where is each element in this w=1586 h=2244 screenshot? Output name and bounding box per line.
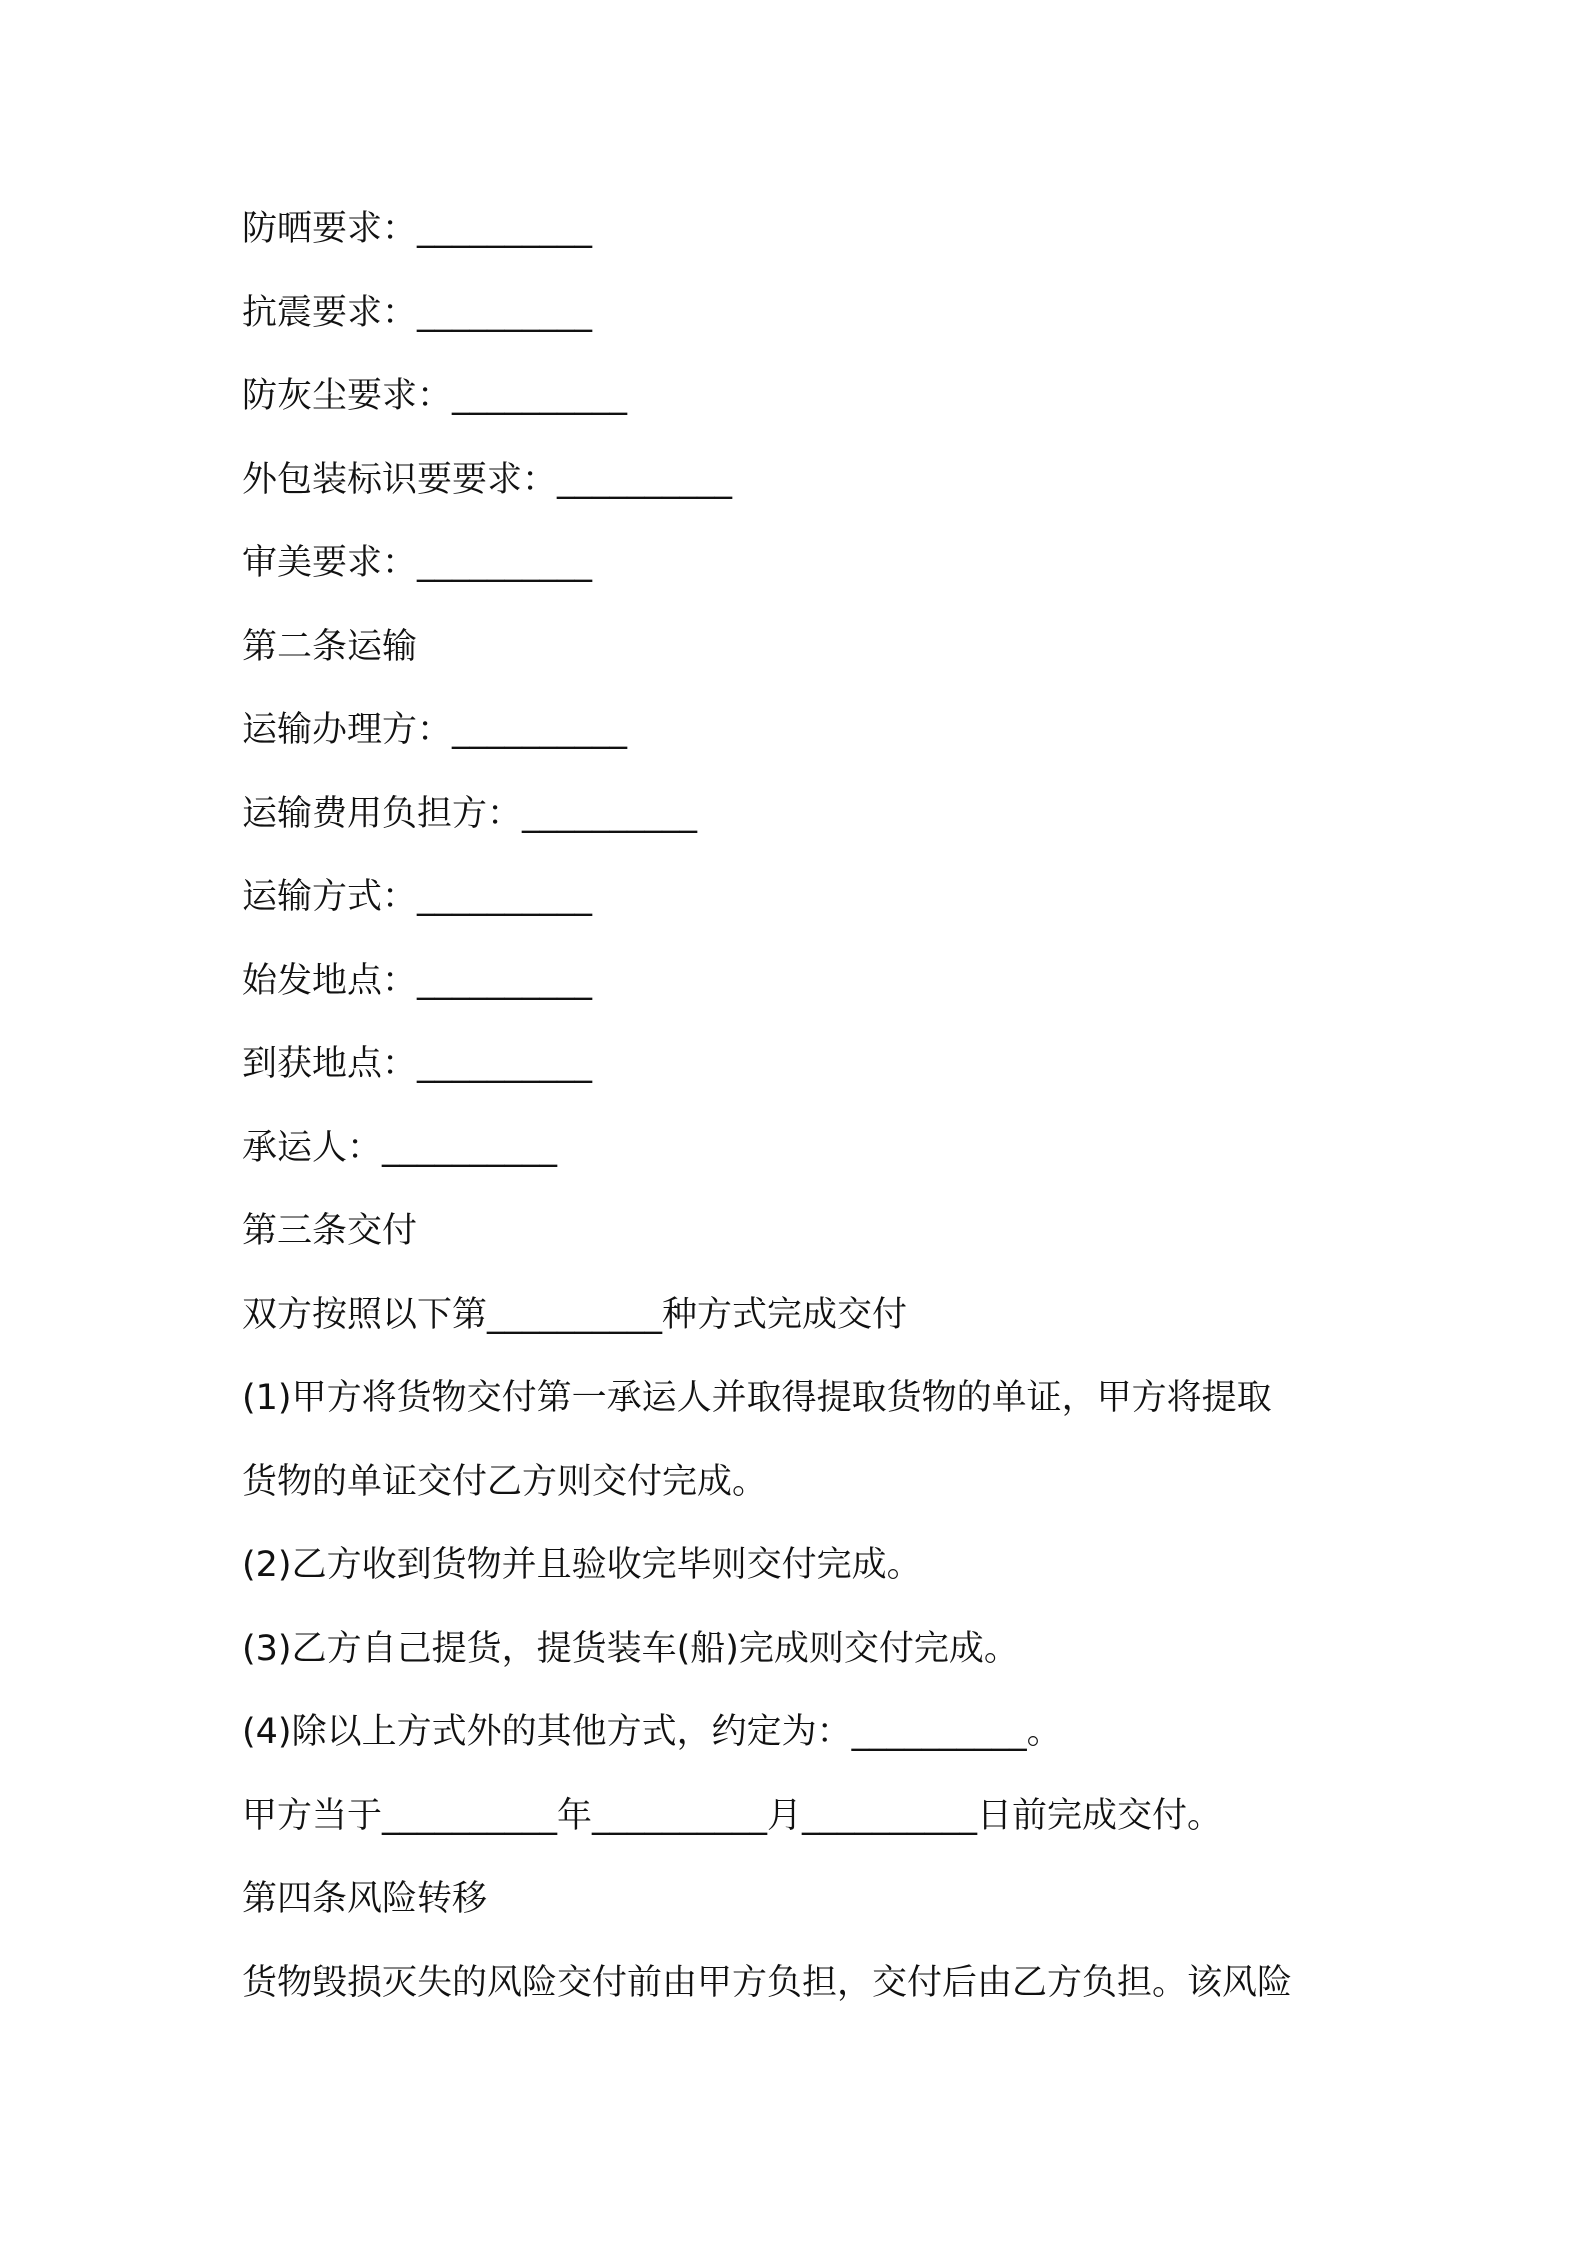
paragraph-line: (4)除以上方式外的其他方式，约定为：__________。: [242, 1712, 1062, 1752]
paragraph-line: (2)乙方收到货物并且验收完毕则交付完成。: [242, 1545, 922, 1585]
clause-line: 双方按照以下第__________种方式完成交付: [242, 1294, 908, 1335]
clause-line: 到获地点：__________: [242, 1044, 593, 1084]
paragraph-line: 甲方当于__________年__________月__________日前完成交付。: [242, 1795, 1223, 1836]
clause-line: 始发地点：__________: [242, 960, 593, 1001]
paragraph-line: (3)乙方自己提货，提货装车(船)完成则交付完成。: [242, 1628, 1019, 1669]
clause-line: 外包装标识要要求：__________: [242, 459, 733, 500]
clause-line: 运输方式：__________: [242, 877, 593, 917]
section-heading: 第三条交付: [242, 1211, 418, 1251]
paragraph-line: 货物毁损灭失的风险交付前由甲方负担，交付后由乙方负担。该风险: [242, 1962, 1293, 2003]
section-heading: 第二条运输: [242, 626, 418, 667]
clause-line: 审美要求：__________: [242, 543, 593, 583]
clause-line: 运输费用负担方：__________: [242, 793, 698, 834]
paragraph-line: (1)甲方将货物交付第一承运人并取得提取货物的单证，甲方将提取: [242, 1378, 1272, 1418]
paragraph-line: 货物的单证交付乙方则交付完成。: [242, 1461, 768, 1502]
clause-line: 防晒要求：__________: [242, 209, 593, 249]
clause-line: 运输办理方：__________: [242, 710, 628, 750]
clause-line: 防灰尘要求：__________: [242, 376, 628, 416]
section-heading: 第四条风险转移: [242, 1879, 488, 1919]
clause-line: 承运人：__________: [242, 1127, 558, 1168]
clause-line: 抗震要求：__________: [242, 292, 593, 333]
document-body: [242, 188, 1362, 2025]
